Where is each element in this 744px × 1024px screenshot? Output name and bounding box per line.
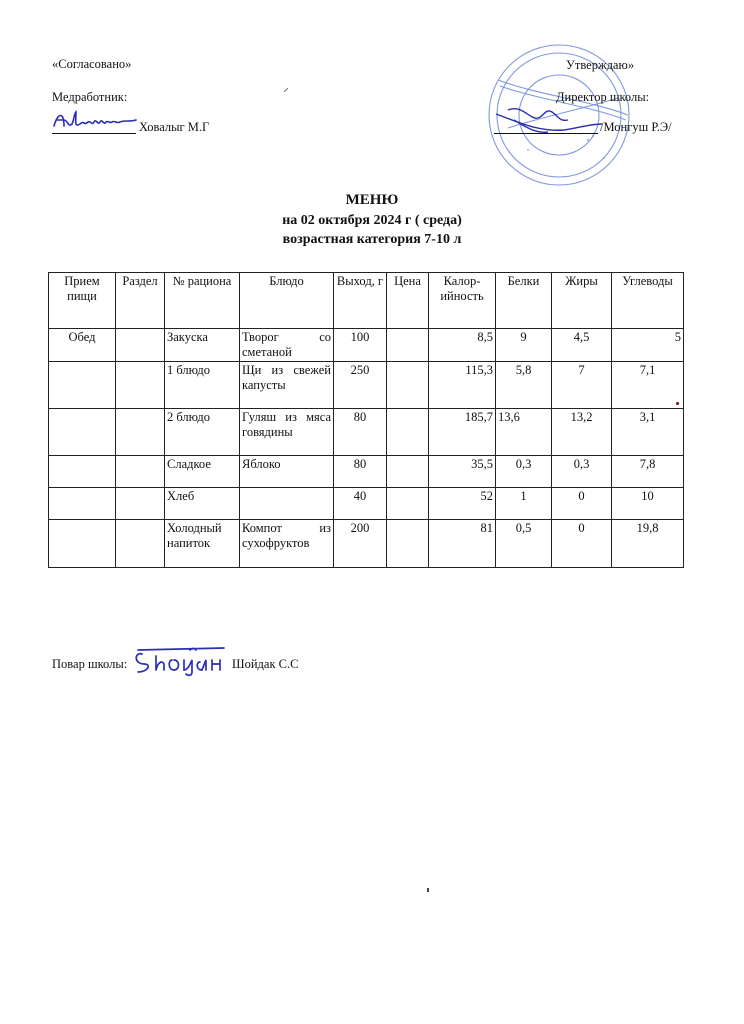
cell-section [116, 409, 165, 456]
table-row [49, 362, 684, 409]
menu-title: МЕНЮ [345, 192, 399, 208]
cook-signature [132, 642, 228, 678]
cell-carbs: 3,1 [612, 409, 684, 456]
cell-protein: 13,6 [496, 409, 552, 456]
cell-output: 80 [334, 409, 387, 456]
cell-output: 100 [334, 329, 387, 362]
cell-output: 250 [334, 362, 387, 409]
cell-carbs: 5 [612, 329, 684, 362]
cell-ration: Сладкое [165, 456, 240, 488]
cell-protein: 1 [496, 488, 552, 520]
cell-fat: 0 [552, 488, 612, 520]
cell-meal [49, 520, 116, 568]
table-row [49, 488, 684, 520]
stray-mark [284, 88, 288, 92]
cell-fat: 0,3 [552, 456, 612, 488]
cell-meal: Обед [49, 329, 116, 362]
cell-output: 80 [334, 456, 387, 488]
col-dish: Блюдо [240, 273, 334, 329]
ink-mark [427, 888, 429, 892]
director-name: /Монгуш Р.Э/ [600, 120, 672, 134]
cell-calories: 115,3 [429, 362, 496, 409]
cell-meal [49, 362, 116, 409]
approved-label: «Согласовано» [52, 57, 132, 71]
cell-dish: Творог со сметаной [240, 329, 334, 362]
cell-section [116, 488, 165, 520]
cell-calories: 185,7 [429, 409, 496, 456]
cell-price [387, 409, 429, 456]
cell-meal [49, 409, 116, 456]
cell-fat: 4,5 [552, 329, 612, 362]
menu-table [48, 272, 684, 568]
cell-section [116, 456, 165, 488]
cell-ration: Хлеб [165, 488, 240, 520]
cell-dish: Яблоко [240, 456, 334, 488]
cell-output: 200 [334, 520, 387, 568]
cell-ration: 2 блюдо [165, 409, 240, 456]
cell-protein: 5,8 [496, 362, 552, 409]
col-price: Цена [387, 273, 429, 329]
cell-calories: 52 [429, 488, 496, 520]
cell-carbs: 7,8 [612, 456, 684, 488]
col-protein: Белки [496, 273, 552, 329]
cell-output: 40 [334, 488, 387, 520]
cell-dish: Компот из сухофруктов [240, 520, 334, 568]
cell-section [116, 520, 165, 568]
cell-meal [49, 456, 116, 488]
col-meal: Прием пищи [49, 273, 116, 329]
table-row [49, 520, 684, 568]
cell-dish: Гуляш из мяса говядины [240, 409, 334, 456]
cell-ration: 1 блюдо [165, 362, 240, 409]
med-worker-name: Ховалыг М.Г [139, 120, 210, 134]
cell-section [116, 329, 165, 362]
col-ration: № рациона [165, 273, 240, 329]
cell-fat: 7 [552, 362, 612, 409]
director-label: Директор школы: [556, 90, 650, 104]
ink-dot [676, 402, 679, 405]
col-output: Выход, г [334, 273, 387, 329]
col-section: Раздел [116, 273, 165, 329]
cell-carbs: 10 [612, 488, 684, 520]
col-calories: Калор-ийность [429, 273, 496, 329]
confirm-label: Утверждаю» [566, 58, 635, 72]
cell-fat: 0 [552, 520, 612, 568]
cell-protein: 0,5 [496, 520, 552, 568]
cook-name: Шойдак С.С [232, 657, 299, 671]
cell-section [116, 362, 165, 409]
cell-price [387, 329, 429, 362]
cell-ration: Холодный напиток [165, 520, 240, 568]
cell-calories: 8,5 [429, 329, 496, 362]
table-row [49, 329, 684, 362]
table-row [49, 409, 684, 456]
director-signature-line [494, 121, 598, 134]
cell-protein: 9 [496, 329, 552, 362]
table-header-row [49, 273, 684, 329]
cell-fat: 13,2 [552, 409, 612, 456]
menu-date: на 02 октября 2024 г ( среда) [282, 213, 462, 228]
cell-protein: 0,3 [496, 456, 552, 488]
med-worker-signature [50, 106, 140, 134]
age-category: возрастная категория 7-10 л [282, 232, 462, 247]
cell-dish: Щи из свежей капусты [240, 362, 334, 409]
cell-calories: 35,5 [429, 456, 496, 488]
cell-carbs: 19,8 [612, 520, 684, 568]
cell-price [387, 520, 429, 568]
cell-price [387, 362, 429, 409]
cell-carbs: 7,1 [612, 362, 684, 409]
cook-label: Повар школы: [52, 657, 128, 671]
cell-price [387, 488, 429, 520]
col-carbs: Углеводы [612, 273, 684, 329]
col-fat: Жиры [552, 273, 612, 329]
cell-calories: 81 [429, 520, 496, 568]
table-row [49, 456, 684, 488]
cell-ration: Закуска [165, 329, 240, 362]
cell-dish [240, 488, 334, 520]
cell-price [387, 456, 429, 488]
cell-meal [49, 488, 116, 520]
med-worker-label: Медработник: [52, 90, 128, 104]
